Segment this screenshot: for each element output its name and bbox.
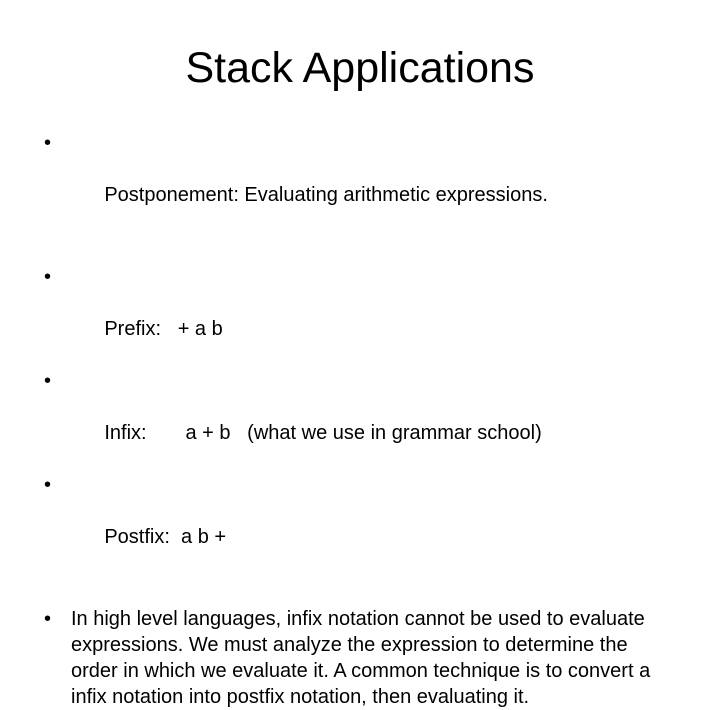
bullet-dot: • (44, 608, 52, 630)
bullet-dot: • (44, 474, 52, 496)
bullet-dot: • (44, 370, 52, 392)
bullet-dot: • (44, 266, 52, 288)
bullet-high-level-languages (44, 606, 671, 710)
bullet-text: Postfix: a b + (104, 526, 227, 548)
slide-title: Stack Applications (185, 44, 535, 92)
bullet-infix (44, 368, 684, 472)
bullet-dot: • (44, 132, 52, 154)
bullet-text: Infix: a + b (what we use in grammar school) (104, 422, 542, 444)
bullet-text: Prefix: + a b (104, 318, 223, 340)
bullet-text: Postponement: Evaluating arithmetic expressions. (104, 184, 548, 206)
bullet-postponement (44, 130, 684, 234)
bullet-text: In high level languages, infix notation cannot be used to evaluate expressions. We must analyze the expression to determine the order in which we evaluate it. A common technique is to convert a infix notation into postfix notation, then evaluating it. (71, 608, 651, 708)
bullet-postfix (44, 472, 684, 576)
bullet-list (44, 130, 684, 710)
bullet-prefix (44, 264, 684, 368)
